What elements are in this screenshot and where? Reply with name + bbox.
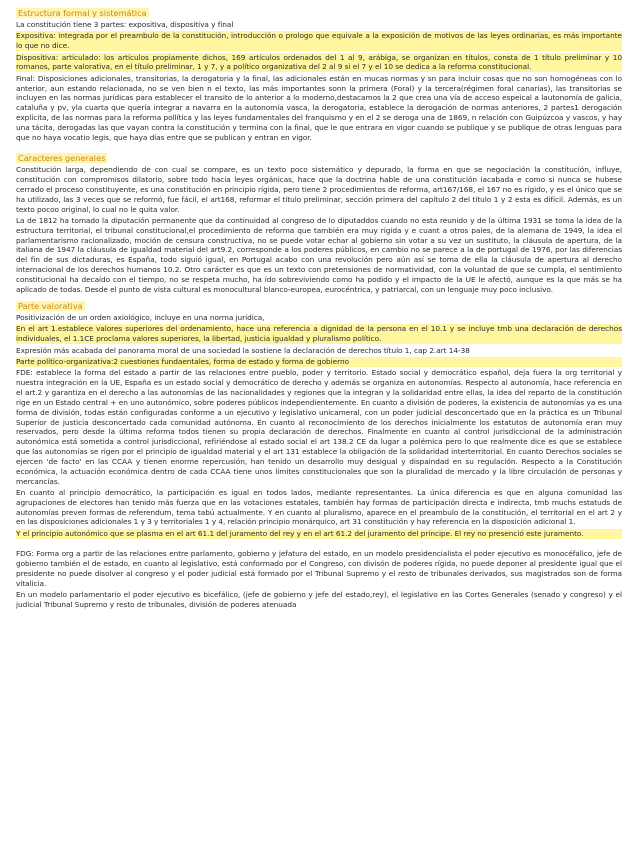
paragraph: FDG: Forma org a partir de las relaciones entre parlamento, gobierno y jefatura del estado, en un modelo presidencialista el poder ejecutivo es monocéfalico, jefe de gobierno también el de estado, en cuanto al legislativo, está conformado por el Congreso, con divisón de poderes rígida, no puede deponer al presidente igual que el presidente no puede disolver al congreso y el poder judicial está formado por el Tribunal Supremo y el resto de tribunales derivados, sus magistrados son de forma vitalicia. xyxy=(16,549,622,588)
spacer xyxy=(16,540,622,549)
paragraph: Parte político-organizativa:2 cuestiones fundaentales, forma de estado y forma de gobierno xyxy=(16,357,622,367)
heading-text: Caracteres generales xyxy=(18,153,106,164)
paragraph: Dispositiva: articulado: los artículos propiamente dichos, 169 artículos ordenados del 1 al 9, arábiga, se organizan en títulos, consta de 1 título preliminar y 10 romanos, parte valorativa, en el título preliminar, 1 y 7, y a político organizativa del 2 al 9 si el 7 y el 10 se dedica a la reforma constitucional. xyxy=(16,52,622,72)
heading-text: Parte valorativa xyxy=(18,301,83,312)
paragraph: Positivización de un orden axiológico, incluye en una norma jurídica, xyxy=(16,313,265,323)
section-heading-estructura xyxy=(16,8,622,19)
spacer xyxy=(16,144,622,153)
section-heading-caracteres xyxy=(16,153,622,164)
paragraph: En cuanto al principio democrático, la participación es igual en todos lados, mediante representantes. La única diferencia es que en alguna comunidad las agrupaciones de electores han tenido más fuerza que en las votaciones estatales, también hay formas de participación directa e indirecta, tmb muchs estatuds de autonomías preven formas de referendum, tema tabú actualmente. Y en cuanto al pluralismo, aparece en el preambulo de la constitución, el territorial en el art 2 y en las disposiciones adicionales 1 y 3 y territoriales 1 y 4, relación principio monárquico, art 31 constitución y hay referencia en la disposición adicional 1. xyxy=(16,487,622,527)
paragraph: Y el principio autonómico que se plasma en el art 61.1 del juramento del rey y en el art 61.2 del juramento del príncipe. El rey no presenció este juramento. xyxy=(16,529,622,539)
paragraph: Expositiva: integrada por el preambulo de la constitución, introducción o prologo que equivale a la exposición de motivos de las leyes ordinarias, es más importante lo que no dice. xyxy=(16,31,622,51)
heading-text: Estructura formal y sistemática xyxy=(18,8,147,18)
paragraph: Final: Disposiciones adicionales, transitorias, la derogatoria y la final, las adicionales están en mucas normas y sn para incluir cosas que no son homogéneas con lo anterior, aun estando relacionada, no se ven bien n el texto, las más importantes sonn la primera (Foral) y la tercera(régimen foral canarias), las transitorias se incluyen en las normas jurídicas para establecer el transito de lo anterior a lo moderno,destacamos la 2 que crea una vía de acceso espeical a lautonomía de galicia, cataluña y pv, yla cuarta que quería integrar a navarra en la autonomía vasca, la derogatoria, establece la derogación de normas anteriores, 2 partes1 derogación explícita, de las normas para la reforma pollítica y las leyes fundamentales del franquismo y en el 2 se deroga una de 1869, n relación con Guipúzcoa y vascos, y hay una tácita, derogadas las que vayan contra la constitución y termina con la final, que le que entrara en vigor cuando se publique y se publique de otras lenguas para que no haya vocatio legis, que haya días entre que se publican y entran en vigor. xyxy=(16,73,622,142)
paragraph: La de 1812 ha tomado la diputación permanente que da continuidad al congreso de lo diputaddos cuando no esta reunido y de la última 1931 se toma la idea de la estructura territorial, el tribunal constitucional,el procedimiento de reforma que también era muy rígida y e cuant a otros paíes, de la alemana de 1949, la idea el parlamentarismo racionalizado, moción de censura constructiva, no se puede votar echar al gobierno sin votar a su vez un sustituto, la cláusula de apertura, de la italiana de 1947 la cláusula de igualdad material del art9.2, corresponde a los poderes públicos, en cambio no se parece a la de portugal de 1976, por las diferencias del fin de sus dictaduras, es España, todo siguió igual, en Portugal acabo con una revolución pero aún así se toma de ella la cláusula de apertura al derecho internacional de los derechos humanos 10.2. Otro carácter es que es un texto con pretensiones de normatividad, con la voluntad de que se cumpla, el sentimiento constitucional ha decaído con el tiempo, no se respeta mucho, ha ido sobreviviendo como ha podido y el impacto de la UE le afectó, aunque es la que más se ha aplicado de todas. Desde el punto de vista cultural es monocultural blanco-europea, eurocéntrica, y patriarcal, con un lenguaje muy poco inclusivo. xyxy=(16,215,622,294)
paragraph: Constitución larga, dependiendo de con cual se compare, es un texto poco sistemático y depurado, la forma en que se negociación la constitución, influye, constitución con compromisos dilatorio, sobre todo hacia leyes orgánicas, hace que la doctrina hable de una constitución iacabada e como si nunca se hubese cerrado el proceso constituyente, es una constitución en principio rígida, pero tiene 2 procedimientos de reforma, art167/168, el 167 no es rígido, y es el único que se ha utilizado, las 3 veces que se reformó, fue fácil, el art168, reformar el título preliminar, sección primera del capítulo 2 del título 1 y 2 esta es difícil. Además, es un texto pocoo original, lo cual no le quita valor. xyxy=(16,165,622,214)
paragraph: En un modelo parlamentario el poder ejecutivo es bicefálico, (jefe de gobierno y jefe del estado,rey), el legislativo en las Cortes Generales (senado y congreso) y el judicial Tribunal Supremo y resto de tribunales, división de poderes atenuada xyxy=(16,590,622,609)
paragraph: Expresión más acabada del panorama moral de una sociedad la sostiene la declaración de derechos título 1, cap 2.art 14-38 xyxy=(16,345,470,355)
paragraph: FDE: establece la forma del estado a partir de las relaciones entre pueblo, poder y territorio. Estado social y democrático español, deja fuera la org territorial y nuestra integración en la UE, España es un estado social y democrático de derecho y además se organiza en autonomías. Respecto al autonomía, hace referencia en el art.2 y garantiza en el derecho a las autonomías de las nacionalidades y regiones que la integran y la solidaridad entre ellas, la idea del reparto de la constitución rige en un Estado central + en uno autonómico, sobre poderes públicos independientemente. En cuanto a división de poderes, la existencia de autonomías ya es una forma de división, todas están configuradas conforme a un ejecutivo y legislativo unicameral, con un poder judicial desconcertado que en la práctica es un Tribunal Superior de justicia desconcertado cada comunidad autónoma. En cuanto al reconocimiento de los derechos inicialmente los estatutos de autonomía eran muy reservados, pero desde la última reforma todos tienen su propia declaración de derechos. Finalmente en cuanto al control jurisdiccional de la administración autonómica está sometida a control jurisdiccional, refiriéndose al estado social el art 138.2 CE da lugar a polémica pero lo que realmente dice es que se establece que las autonomías se rigen por el principio de igualdad material y el art 131 establece la obligación de la solidaridad interterritorial. En cuanto Derechos sociales se ejercen 'de facto' en las CCAA y tienen enorme repercusión, han tenido un desarrollo muy desigual y dispaindad en su regulación. Respecto a la Constitución económica, la actuación económica dentro de cada CCAA tiene unos límites constitucionales que son la pluralidad de mercado y la libre circulación de personas y mercancías. xyxy=(16,368,622,486)
paragraph: En el art 1.establece valores superiores del ordenamiento, hace una referencia a dignidad de la persona en el 10.1 y se incluye tmb una declaración de derechos individuales, el 1.1CE proclama valores superiores, la libertad, justicia igualdad y pluralismo político. xyxy=(16,324,622,344)
section-heading-valorativa xyxy=(16,301,622,312)
paragraph: La constitución tiene 3 partes: expositiva, dispositiva y final xyxy=(16,20,234,29)
